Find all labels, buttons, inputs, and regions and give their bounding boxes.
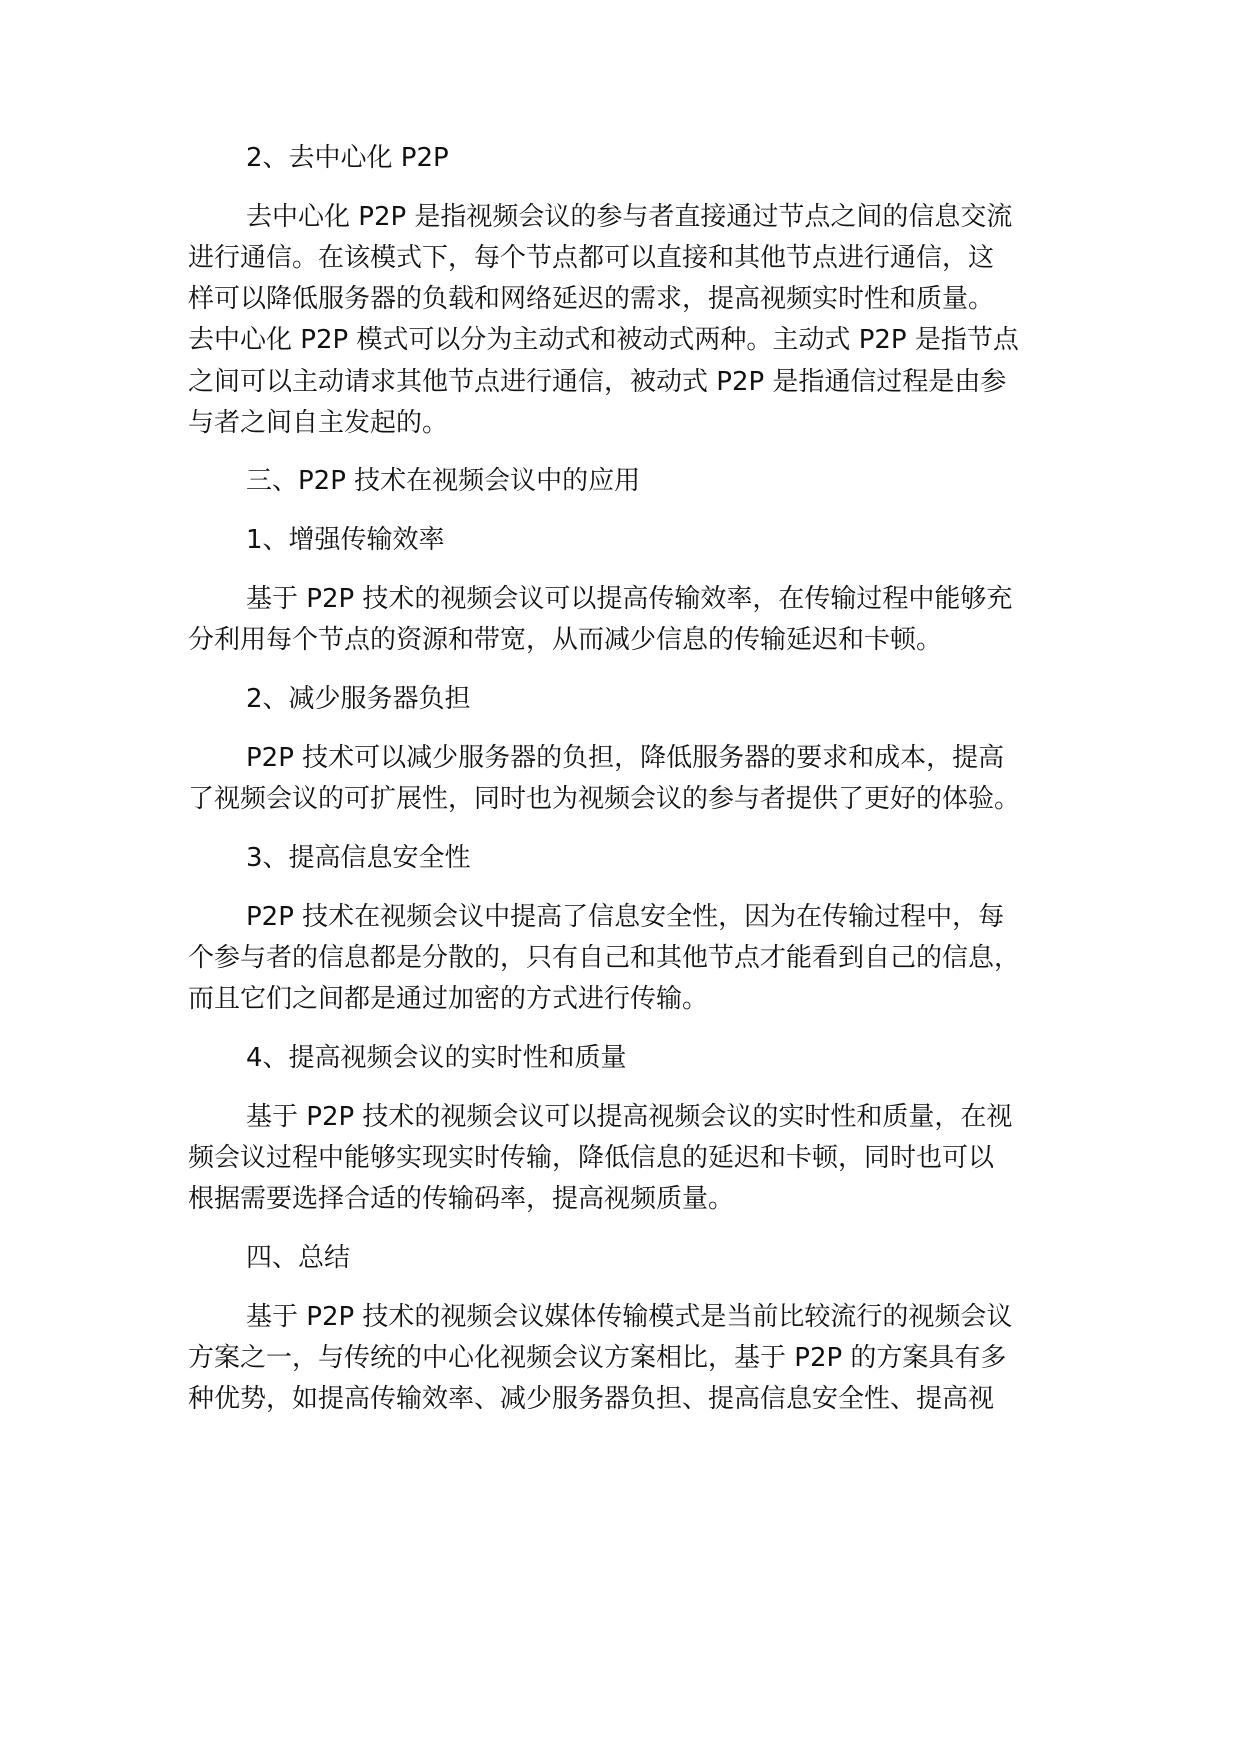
paragraph-line: 与者之间自主发起的。: [188, 408, 449, 438]
paragraph-line: 种优势，如提高传输效率、减少服务器负担、提高信息安全性、提高视: [188, 1384, 995, 1414]
paragraph-line: 去中心化 P2P 模式可以分为主动式和被动式两种。主动式 P2P 是指节点: [188, 325, 1019, 355]
section-heading-decentralized-p2p: 2、去中心化 P2P: [246, 143, 449, 173]
paragraph-line: 之间可以主动请求其他节点进行通信，被动式 P2P 是指通信过程是由参: [188, 367, 1007, 397]
section-heading-information-security: 3、提高信息安全性: [246, 843, 471, 873]
paragraph-line: P2P 技术在视频会议中提高了信息安全性，因为在传输过程中，每: [246, 902, 1005, 932]
paragraph-line: 根据需要选择合适的传输码率，提高视频质量。: [188, 1184, 735, 1214]
paragraph-line: 去中心化 P2P 是指视频会议的参与者直接通过节点之间的信息交流: [246, 202, 1013, 232]
paragraph-line: 样可以降低服务器的负载和网络延迟的需求，提高视频实时性和质量。: [188, 284, 995, 314]
paragraph-line: 方案之一，与传统的中心化视频会议方案相比，基于 P2P 的方案具有多: [188, 1343, 1007, 1373]
section-heading-server-load: 2、减少服务器负担: [246, 684, 471, 714]
paragraph-line: 个参与者的信息都是分散的，只有自己和其他节点才能看到自己的信息，: [188, 943, 1021, 973]
paragraph-line: 基于 P2P 技术的视频会议可以提高传输效率，在传输过程中能够充: [246, 584, 1013, 614]
paragraph-line: 频会议过程中能够实现实时传输，降低信息的延迟和卡顿，同时也可以: [188, 1143, 995, 1173]
paragraph-line: 分利用每个节点的资源和带宽，从而减少信息的传输延迟和卡顿。: [188, 625, 943, 655]
section-heading-realtime-quality: 4、提高视频会议的实时性和质量: [246, 1043, 627, 1073]
section-heading-transmission-efficiency: 1、增强传输效率: [246, 525, 445, 555]
paragraph-line: P2P 技术可以减少服务器的负担，降低服务器的要求和成本，提高: [246, 743, 1005, 773]
paragraph-line: 基于 P2P 技术的视频会议可以提高视频会议的实时性和质量，在视: [246, 1102, 1013, 1132]
paragraph-line: 了视频会议的可扩展性，同时也为视频会议的参与者提供了更好的体验。: [188, 784, 1021, 814]
paragraph-line: 进行通信。在该模式下，每个节点都可以直接和其他节点进行通信，这: [188, 243, 995, 273]
section-heading-p2p-applications: 三、P2P 技术在视频会议中的应用: [246, 466, 641, 496]
paragraph-line: 而且它们之间都是通过加密的方式进行传输。: [188, 984, 709, 1014]
section-heading-summary: 四、总结: [246, 1243, 351, 1273]
paragraph-line: 基于 P2P 技术的视频会议媒体传输模式是当前比较流行的视频会议: [246, 1302, 1013, 1332]
